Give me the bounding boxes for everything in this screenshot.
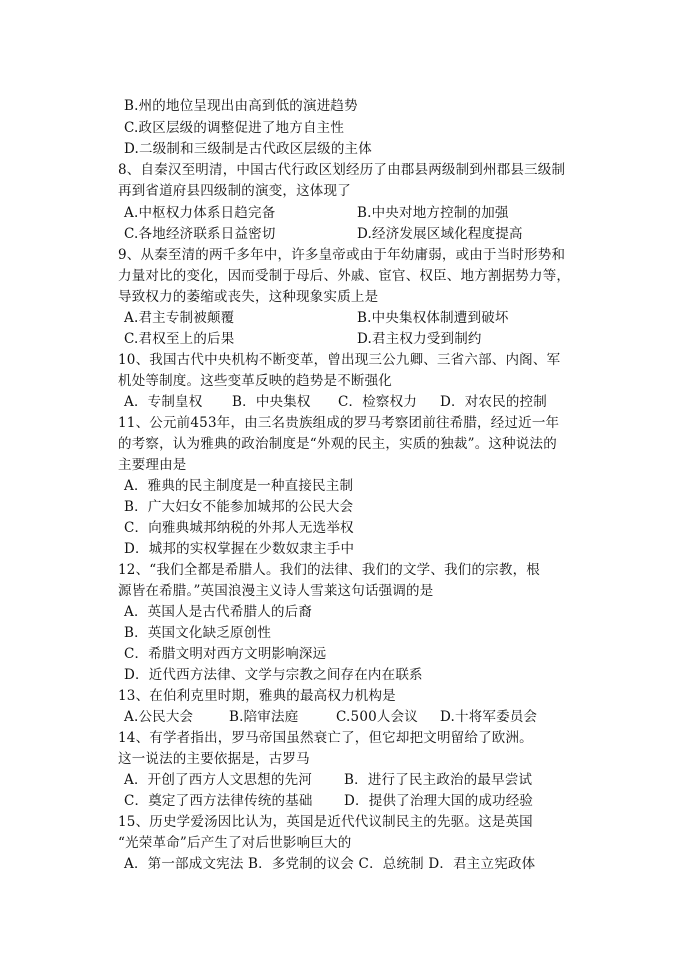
question-9-stem: 力量对比的变化，因而受制于母后、外戚、宦官、权臣、地方割据势力等， — [118, 268, 571, 284]
question-15-options: A．第一部成文宪法 B．多党制的议会 C．总统制 D．君主立宪政体 — [124, 856, 536, 872]
question-11-stem: 主要理由是 — [118, 457, 187, 473]
question-15-stem: 15、历史学爱汤因比认为，英国是近代代议制民主的先驱。这是英国 — [118, 814, 533, 830]
question-8-option-d: D.经济发展区域化程度提高 — [357, 226, 523, 242]
question-8-stem: 再到省道府县四级制的演变，这体现了 — [118, 183, 351, 199]
question-13-option-d: D.十将军委员会 — [440, 709, 538, 725]
question-13-option-c: C.500人会议 — [336, 709, 419, 725]
question-11-option-b: B．广大妇女不能参加城邦的公民大会 — [124, 499, 354, 515]
question-9-option-b: B.中央集权体制遭到破坏 — [357, 310, 509, 326]
question-13-option-b: B.陪审法庭 — [229, 709, 299, 725]
question-8-option-c: C.各地经济联系日益密切 — [124, 226, 276, 242]
question-8-stem: 8、自秦汉至明清，中国古代行政区划经历了由郡县两级制到州郡县三级制 — [118, 162, 566, 178]
question-9-stem: 9、从秦至清的两千多年中，许多皇帝或由于年幼庸弱，或由于当时形势和 — [118, 247, 566, 263]
question-10-stem: 10、我国古代中央机构不断变革，曾出现三公九卿、三省六部、内阁、军 — [118, 352, 561, 368]
question-10-stem: 机处等制度。这些变革反映的趋势是不断强化 — [118, 373, 392, 389]
question-14-stem: 这一说法的主要依据是，古罗马 — [118, 751, 310, 767]
option-line: C.政区层级的调整促进了地方自主性 — [124, 120, 345, 136]
question-13-option-a: A.公民大会 — [124, 709, 194, 725]
option-line: D.二级制和三级制是古代政区层级的主体 — [124, 141, 372, 157]
question-12-stem: 源皆在希腊。”英国浪漫主义诗人雪莱这句话强调的是 — [118, 583, 434, 599]
question-12-option-b: B．英国文化缺乏原创性 — [124, 625, 272, 641]
question-11-stem: 11、公元前453年，由三名贵族组成的罗马考察团前往希腊，经过近一年 — [118, 415, 560, 431]
question-8-option-b: B.中央对地方控制的加强 — [357, 205, 509, 221]
question-9-option-d: D.君主权力受到制约 — [357, 331, 482, 347]
question-12-option-d: D．近代西方法律、文学与宗教之间存在内在联系 — [124, 667, 423, 683]
question-10-option-c: C．检察权力 — [338, 394, 418, 410]
question-14-stem: 14、有学者指出，罗马帝国虽然衰亡了，但它却把文明留给了欧洲。 — [118, 730, 533, 746]
question-10-option-a: A．专制皇权 — [124, 394, 203, 410]
question-11-option-c: C．向雅典城邦纳税的外邦人无选举权 — [124, 520, 354, 536]
question-10-option-b: B．中央集权 — [232, 394, 311, 410]
question-14-option-d: D．提供了治理大国的成功经验 — [344, 793, 534, 809]
question-15-stem: “光荣革命”后产生了对后世影响巨大的 — [118, 835, 352, 851]
question-9-stem: 导致权力的萎缩或丧失，这种现象实质上是 — [118, 289, 379, 305]
question-10-option-d: D．对农民的控制 — [440, 394, 547, 410]
question-12-stem: 12、“我们全都是希腊人。我们的法律、我们的文学、我们的宗教，根 — [118, 562, 540, 578]
question-11-option-a: A．雅典的民主制度是一种直接民主制 — [124, 478, 354, 494]
question-12-option-c: C．希腊文明对西方文明影响深远 — [124, 646, 327, 662]
question-11-stem: 的考察，认为雅典的政治制度是“外观的民主，实质的独裁”。这种说法的 — [118, 436, 557, 452]
question-14-option-a: A．开创了西方人文思想的先河 — [124, 772, 313, 788]
question-8-option-a: A.中枢权力体系日趋完备 — [124, 205, 276, 221]
question-14-option-b: B．进行了民主政治的最早尝试 — [344, 772, 533, 788]
option-line: B.州的地位呈现出由高到低的演进趋势 — [124, 98, 358, 114]
question-9-option-a: A.君主专制被颠覆 — [124, 310, 235, 326]
question-14-option-c: C．奠定了西方法律传统的基础 — [124, 793, 313, 809]
question-13-stem: 13、在伯利克里时期，雅典的最高权力机构是 — [118, 688, 396, 704]
question-12-option-a: A．英国人是古代希腊人的后裔 — [124, 604, 313, 620]
question-11-option-d: D．城邦的实权掌握在少数奴隶主手中 — [124, 541, 355, 557]
question-9-option-c: C.君权至上的后果 — [124, 331, 235, 347]
